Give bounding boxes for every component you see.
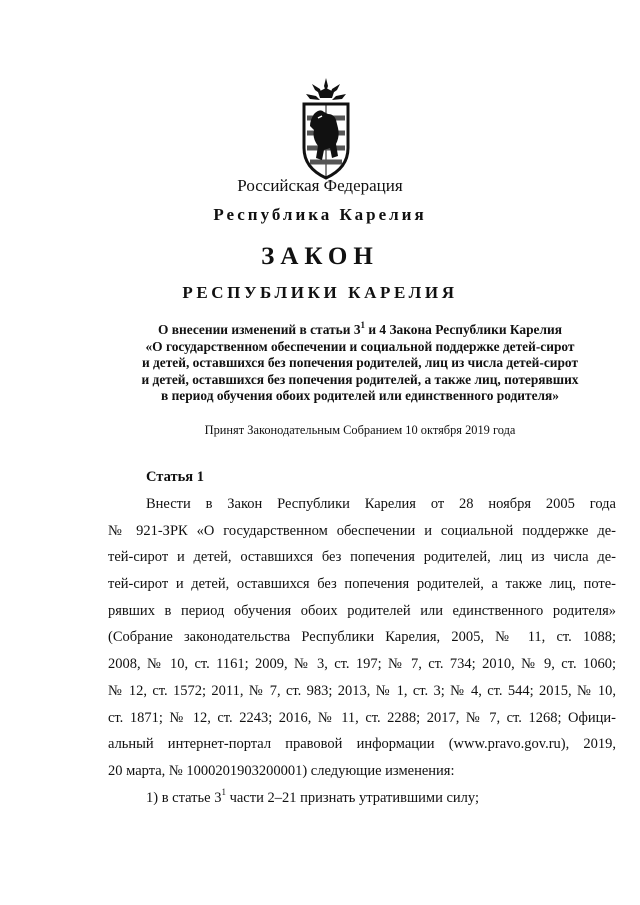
article-line: тей-сирот и детей, оставшихся без попечения родителей, а также лиц, поте- bbox=[108, 576, 616, 593]
article-line: № 921-ЗРК «О государственном обеспечении и социальной поддержке де- bbox=[108, 522, 616, 539]
coat-of-arms-icon bbox=[298, 78, 354, 182]
republic-name: Республика Карелия bbox=[213, 205, 427, 224]
article-line: № 12, ст. 1572; 2011, № 7, ст. 983; 2013, № 1, ст. 3; № 4, ст. 544; 2015, № 10, bbox=[108, 682, 616, 699]
article-line: (Собрание законодательства Республики Карелия, 2005, № 11, ст. 1088; bbox=[108, 629, 616, 646]
article-line: тей-сирот и детей, оставшихся без попечения родителей, лиц из числа де- bbox=[108, 549, 616, 566]
law-title-line-1: О внесении изменений в статьи $3^1$ и 4 Закона Республики Карелия bbox=[158, 319, 562, 337]
law-title-line-4: и детей, оставшихся без попечения родителей, а также лиц, потерявших bbox=[141, 371, 579, 387]
article-heading: Статья 1 bbox=[146, 469, 204, 485]
document-type: ЗАКОН bbox=[261, 243, 379, 270]
article-line: 20 марта, № 1000201903200001) следующие изменения: bbox=[108, 762, 455, 779]
article-line: рявших в период обучения обоих родителей или единственного родителя» bbox=[108, 602, 616, 619]
adoption-note: Принят Законодательным Собранием 10 октября 2019 года bbox=[204, 423, 516, 437]
law-title bbox=[108, 319, 612, 405]
article-line: альный интернет-портал правовой информации (www.pravo.gov.ru), 2019, bbox=[108, 736, 616, 753]
law-title-line-2: «О государственном обеспечении и социальной поддержке детей-сирот bbox=[145, 338, 575, 354]
article-body bbox=[108, 491, 616, 811]
article-line: ст. 1871; № 12, ст. 2243; 2016, № 11, ст. 2288; 2017, № 7, ст. 1268; Офици- bbox=[108, 709, 616, 726]
issuing-authority: РЕСПУБЛИКИ КАРЕЛИЯ bbox=[182, 283, 458, 302]
law-title-line-5: в период обучения обоих родителей или единственного родителя» bbox=[161, 388, 559, 404]
article-line: 2008, № 10, ст. 1161; 2009, № 3, ст. 197; № 7, ст. 734; 2010, № 9, ст. 1060; bbox=[108, 656, 616, 673]
country-name: Российская Федерация bbox=[237, 176, 403, 195]
article-line: Внести в Закон Республики Карелия от 28 ноября 2005 года bbox=[146, 496, 616, 512]
law-title-line-3: и детей, оставшихся без попечения родителей, лиц из числа детей-сирот bbox=[141, 355, 579, 371]
article-item: 1) в статье $3^1$ части 2–21 признать утратившими силу; bbox=[146, 786, 480, 806]
